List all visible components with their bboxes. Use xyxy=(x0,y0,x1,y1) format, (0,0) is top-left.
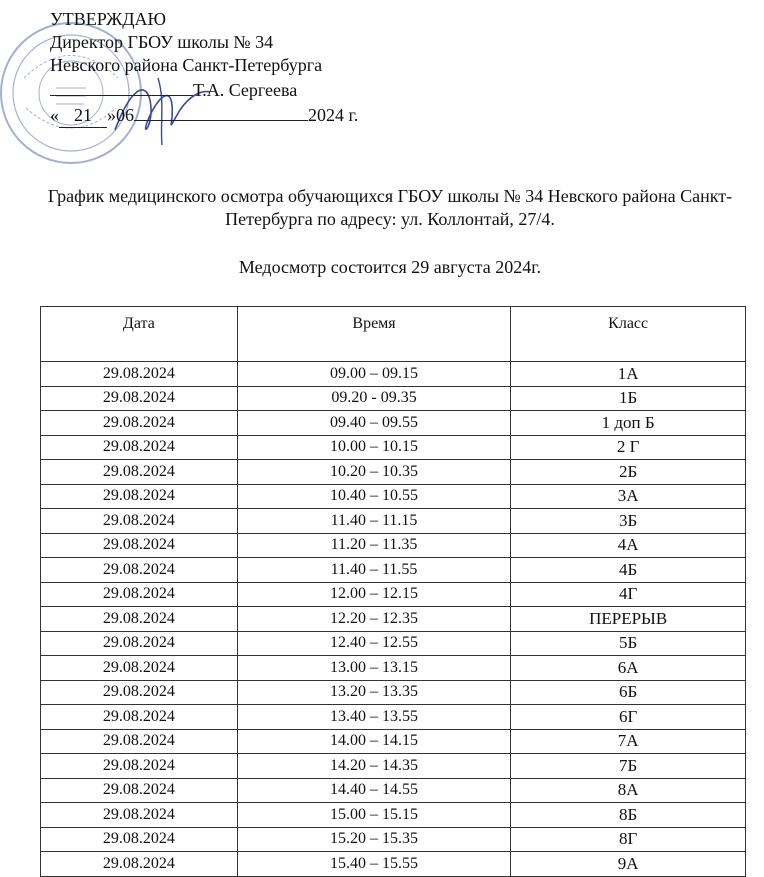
cell-date: 29.08.2024 xyxy=(41,607,238,632)
cell-class: 6Г xyxy=(511,705,746,730)
date-blank xyxy=(134,102,308,121)
table-row xyxy=(41,484,746,509)
date-month: 06 xyxy=(116,105,134,125)
table-row xyxy=(41,803,746,828)
table-row xyxy=(41,411,746,436)
cell-date: 29.08.2024 xyxy=(41,852,238,877)
cell-time: 13.20 – 13.35 xyxy=(237,680,511,705)
cell-time: 13.40 – 13.55 xyxy=(237,705,511,730)
table-row xyxy=(41,778,746,803)
cell-time: 12.20 – 12.35 xyxy=(237,607,511,632)
cell-time: 14.00 – 14.15 xyxy=(237,729,511,754)
cell-time: 12.40 – 12.55 xyxy=(237,631,511,656)
cell-class: 8Г xyxy=(511,827,746,852)
approval-signatory: Т.А. Сергеева xyxy=(193,80,298,100)
date-day: 21 xyxy=(59,104,107,128)
cell-class: 4Г xyxy=(511,582,746,607)
approval-director: Директор ГБОУ школы № 34 xyxy=(50,32,274,52)
approval-heading: УТВЕРЖДАЮ xyxy=(50,9,167,29)
approval-district: Невского района Санкт-Петербурга xyxy=(50,55,323,75)
cell-time: 11.20 – 11.35 xyxy=(237,533,511,558)
cell-date: 29.08.2024 xyxy=(41,582,238,607)
cell-time: 14.20 – 14.35 xyxy=(237,754,511,779)
table-row xyxy=(41,558,746,583)
cell-date: 29.08.2024 xyxy=(41,558,238,583)
table-row xyxy=(41,729,746,754)
cell-class: 8Б xyxy=(511,803,746,828)
table-row xyxy=(41,631,746,656)
cell-time: 09.20 - 09.35 xyxy=(237,386,511,411)
cell-class: 2Б xyxy=(511,460,746,485)
table-row xyxy=(41,386,746,411)
table-row xyxy=(41,362,746,387)
cell-class: 3А xyxy=(511,484,746,509)
date-year: 2024 г. xyxy=(308,105,359,125)
cell-date: 29.08.2024 xyxy=(41,386,238,411)
document-title: График медицинского осмотра обучающихся ГБОУ школы № 34 Невского района Санкт-Петербурга по адресу: ул. Коллонтай, 27/4. xyxy=(47,186,733,229)
cell-class: 1Б xyxy=(511,386,746,411)
signature-blank xyxy=(50,77,193,96)
cell-class: 5Б xyxy=(511,631,746,656)
cell-date: 29.08.2024 xyxy=(41,754,238,779)
cell-date: 29.08.2024 xyxy=(41,435,238,460)
cell-class: 7Б xyxy=(511,754,746,779)
cell-time: 14.40 – 14.55 xyxy=(237,778,511,803)
table-header-row xyxy=(41,307,746,362)
cell-time: 15.20 – 15.35 xyxy=(237,827,511,852)
cell-date: 29.08.2024 xyxy=(41,411,238,436)
cell-date: 29.08.2024 xyxy=(41,827,238,852)
table-row xyxy=(41,680,746,705)
cell-date: 29.08.2024 xyxy=(41,656,238,681)
cell-date: 29.08.2024 xyxy=(41,509,238,534)
cell-time: 10.40 – 10.55 xyxy=(237,484,511,509)
cell-date: 29.08.2024 xyxy=(41,631,238,656)
table-row xyxy=(41,582,746,607)
cell-time: 10.00 – 10.15 xyxy=(237,435,511,460)
cell-class: 6Б xyxy=(511,680,746,705)
table-row xyxy=(41,607,746,632)
cell-class: 8А xyxy=(511,778,746,803)
cell-class: 9А xyxy=(511,852,746,877)
cell-time: 09.00 – 09.15 xyxy=(237,362,511,387)
cell-class: 2 Г xyxy=(511,435,746,460)
cell-time: 11.40 – 11.55 xyxy=(237,558,511,583)
cell-date: 29.08.2024 xyxy=(41,362,238,387)
cell-date: 29.08.2024 xyxy=(41,680,238,705)
cell-time: 12.00 – 12.15 xyxy=(237,582,511,607)
cell-class: 4А xyxy=(511,533,746,558)
table-row xyxy=(41,533,746,558)
cell-date: 29.08.2024 xyxy=(41,484,238,509)
cell-time: 09.40 – 09.55 xyxy=(237,411,511,436)
table-row xyxy=(41,460,746,485)
table-row xyxy=(41,705,746,730)
cell-class: 6А xyxy=(511,656,746,681)
cell-date: 29.08.2024 xyxy=(41,803,238,828)
cell-time: 10.20 – 10.35 xyxy=(237,460,511,485)
header-date: Дата xyxy=(41,307,238,362)
cell-class: 1 доп Б xyxy=(511,411,746,436)
approval-date-line xyxy=(50,102,358,128)
cell-class: 3Б xyxy=(511,509,746,534)
table-row xyxy=(41,754,746,779)
cell-date: 29.08.2024 xyxy=(41,533,238,558)
cell-date: 29.08.2024 xyxy=(41,778,238,803)
cell-class: 4Б xyxy=(511,558,746,583)
document-subtitle: Медосмотр состоится 29 августа 2024г. xyxy=(238,257,542,277)
approval-block xyxy=(50,8,358,128)
cell-time: 13.00 – 13.15 xyxy=(237,656,511,681)
cell-time: 11.40 – 11.15 xyxy=(237,509,511,534)
cell-date: 29.08.2024 xyxy=(41,705,238,730)
cell-time: 15.40 – 15.55 xyxy=(237,852,511,877)
cell-class: 7А xyxy=(511,729,746,754)
table-row xyxy=(41,509,746,534)
header-class: Класс xyxy=(511,307,746,362)
cell-class: 1А xyxy=(511,362,746,387)
cell-date: 29.08.2024 xyxy=(41,729,238,754)
date-open-quote: « xyxy=(50,105,59,125)
table-row xyxy=(41,656,746,681)
table-row xyxy=(41,827,746,852)
schedule-table xyxy=(40,306,746,877)
table-row xyxy=(41,852,746,877)
table-row xyxy=(41,435,746,460)
date-close-quote: » xyxy=(107,105,116,125)
cell-class: ПЕРЕРЫВ xyxy=(511,607,746,632)
cell-date: 29.08.2024 xyxy=(41,460,238,485)
cell-time: 15.00 – 15.15 xyxy=(237,803,511,828)
header-time: Время xyxy=(237,307,511,362)
approval-signature-line xyxy=(50,77,358,102)
